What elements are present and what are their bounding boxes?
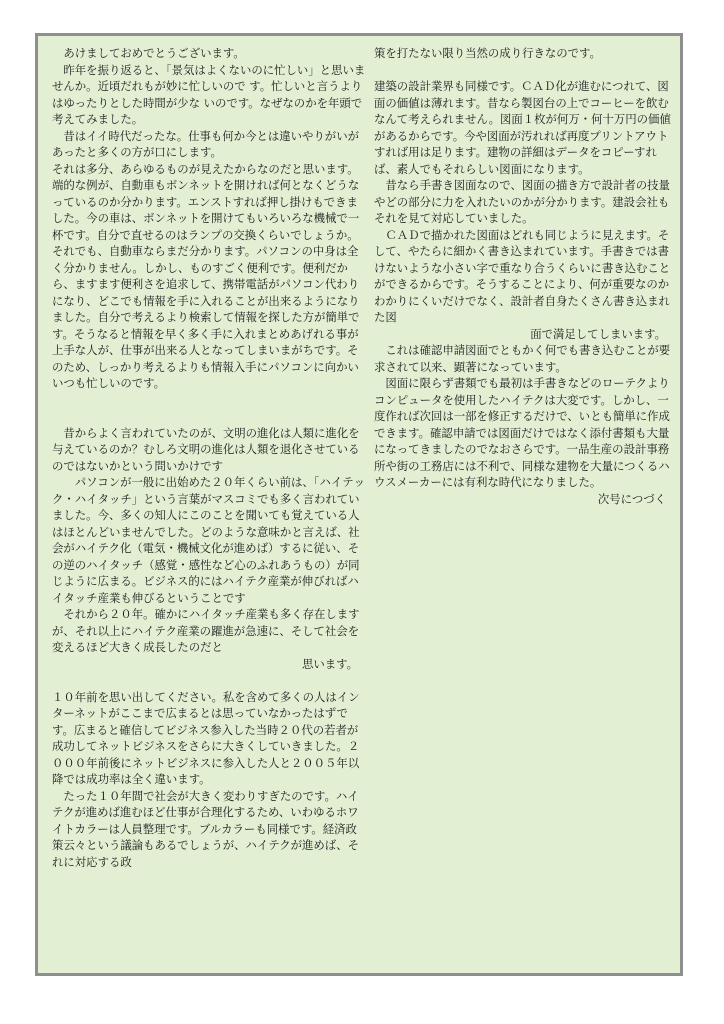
- left-column: [52, 45, 366, 870]
- paragraph-good-old-days: 昔はイイ時代だったな。仕事も何か今とは違いやりがいがあったと多くの方が口にします。 それは多分、あらゆるものが見えたからなのだと思います。端的な例が、自動車もボンネットを開ければ何となくどうなっているのか分かります。エンストすれば押し掛けもできました。今の車は、ボンネットを開けてもいろいろな機械で一杯です。自分で直せるのはランプの交換くらいでしょうか。それでも、自動車ならまだ分かります。パソコンの中身は全く分かりません。しかし、ものすごく便利です。便利だから、ますます便利さを追求して、携帯電話がパソコン代わりになり、どこでも情報を手に入れることが出来るようになりました。自分で考えるより検索して情報を探した方が簡単です。そうなると情報を早く多く手に入れまとめあげれる事が上手な人が、仕事が出来る人となってしまいまがちです。そのため、しっかり考えるよりも情報入手にパソコンに向かいいつも忙しいのです。: [52, 128, 360, 390]
- paragraph-ten-years-ago: １０年前を思い出してください。私を含めて多くの人はインターネットがここまで広まるとは思っていなかったはずです。広まると確信してビジネス参入した当時２０代の若者が成功してネットビジネスをさらに大きくしていきました。２０００年前後にネットビジネスに参入した人と２００５年以降では成功率は全く違います。 たった１０年間で社会が大きく変わりすぎたのです。ハイテクが進めば進むほど仕事が合理化するため、いわゆるホワイトカラーは人員整理です。ブルカラーも同様です。経済政策云々という議論もあるでしょうが、ハイテクが進めば、それに対応する政: [52, 689, 360, 869]
- paragraph-cad-drawings-end: 面で満足してしまいます。: [530, 326, 666, 341]
- right-column: [374, 45, 674, 507]
- paragraph-high-tech-high-touch-end: 思います。: [301, 656, 358, 671]
- paragraph-cad-drawings: 建築の設計業界も同様です。ＣＡＤ化が進むにつれて、図面の価値は薄れます。昔なら製図台の上でコーヒーを飲むなんて考えられません。図面１枚が何万・何十万円の価値があるからです。今や図面が汚れれば再度プリントアウトすれば用は足ります。建物の詳細はデータをコピーすれば、素人でもそれらしい図面になります。 昔なら手書き図面なので、図面の描き方で設計者の技量やどの部分に力を入れたいのかが分かります。建設会社もそれを見て対応していました。 ＣＡＤで描かれた図面はどれも同じように見えます。そして、やたらに細かく書き込まれています。手書きでは書けないような小さい字で重なり合うくらいに書き込むことができるからです。そうすることにより、何が重要なのかわかりにくいだけでなく、設計者自身たくさん書き込まれた図: [374, 79, 671, 324]
- newsletter-panel: [35, 33, 683, 976]
- to-be-continued: 次号につづく: [597, 491, 666, 506]
- paragraph-permit-documents: これは確認申請図面でともかく何でも書き込むことが要求されて以来、顕著になっています。 図面に限らず書類でも最初は手書きなどのローテクよりコンピュータを使用したハイテクは大変です。しかし、一度作れば次回は一部を修正するだけで、いとも簡単に作成できます。確認申請では図面だけではなく添付書類も大量になってきましたのでなおさらです。一品生産の設計事務所や街の工務店には不利で、同様な建物を大量につくるハウスメーカーには有利な時代になりました。: [374, 343, 671, 489]
- paragraph-new-year: あけましておめでとうございます。 昨年を振り返ると、「景気はよくないのに忙しい」と思いませんか。近頃だれもが妙に忙しいので す。忙しいと言うよりはゆったりとした時間が少な いのです。なぜなのかを年頭で考えてみました。: [52, 46, 366, 126]
- paragraph-continuation: 策を打たない限り当然の成り行きなのです。: [374, 46, 601, 60]
- paragraph-high-tech-high-touch: 昔からよく言われていたのが、文明の進化は人類に進化を与えているのか？むしろ文明の進化は人類を退化させているのではないかという問いかけです パソコンが一般に出始めた２０年くらい前は、「ハイテック・ハイタッチ」という言葉がマスコミでも多く言われていました。今、多くの知人にこのことを聞いても覚えている人はほとんどいませんでした。どのような意味かと言えば、社会がハイテク化（電気・機械文化が進めば）するに従い、その逆のハイタッチ（感覚・感性など心のふれあうもの）が同じように広まる。ビジネス的にはハイテク産業が伸びればハイタッチ産業も伸びるということです それから２０年。確かにハイタッチ産業も多く存在しますが、それ以上にハイテク産業の躍進が急速に、そして社会を変えるほど大きく成長したのだと: [52, 425, 366, 654]
